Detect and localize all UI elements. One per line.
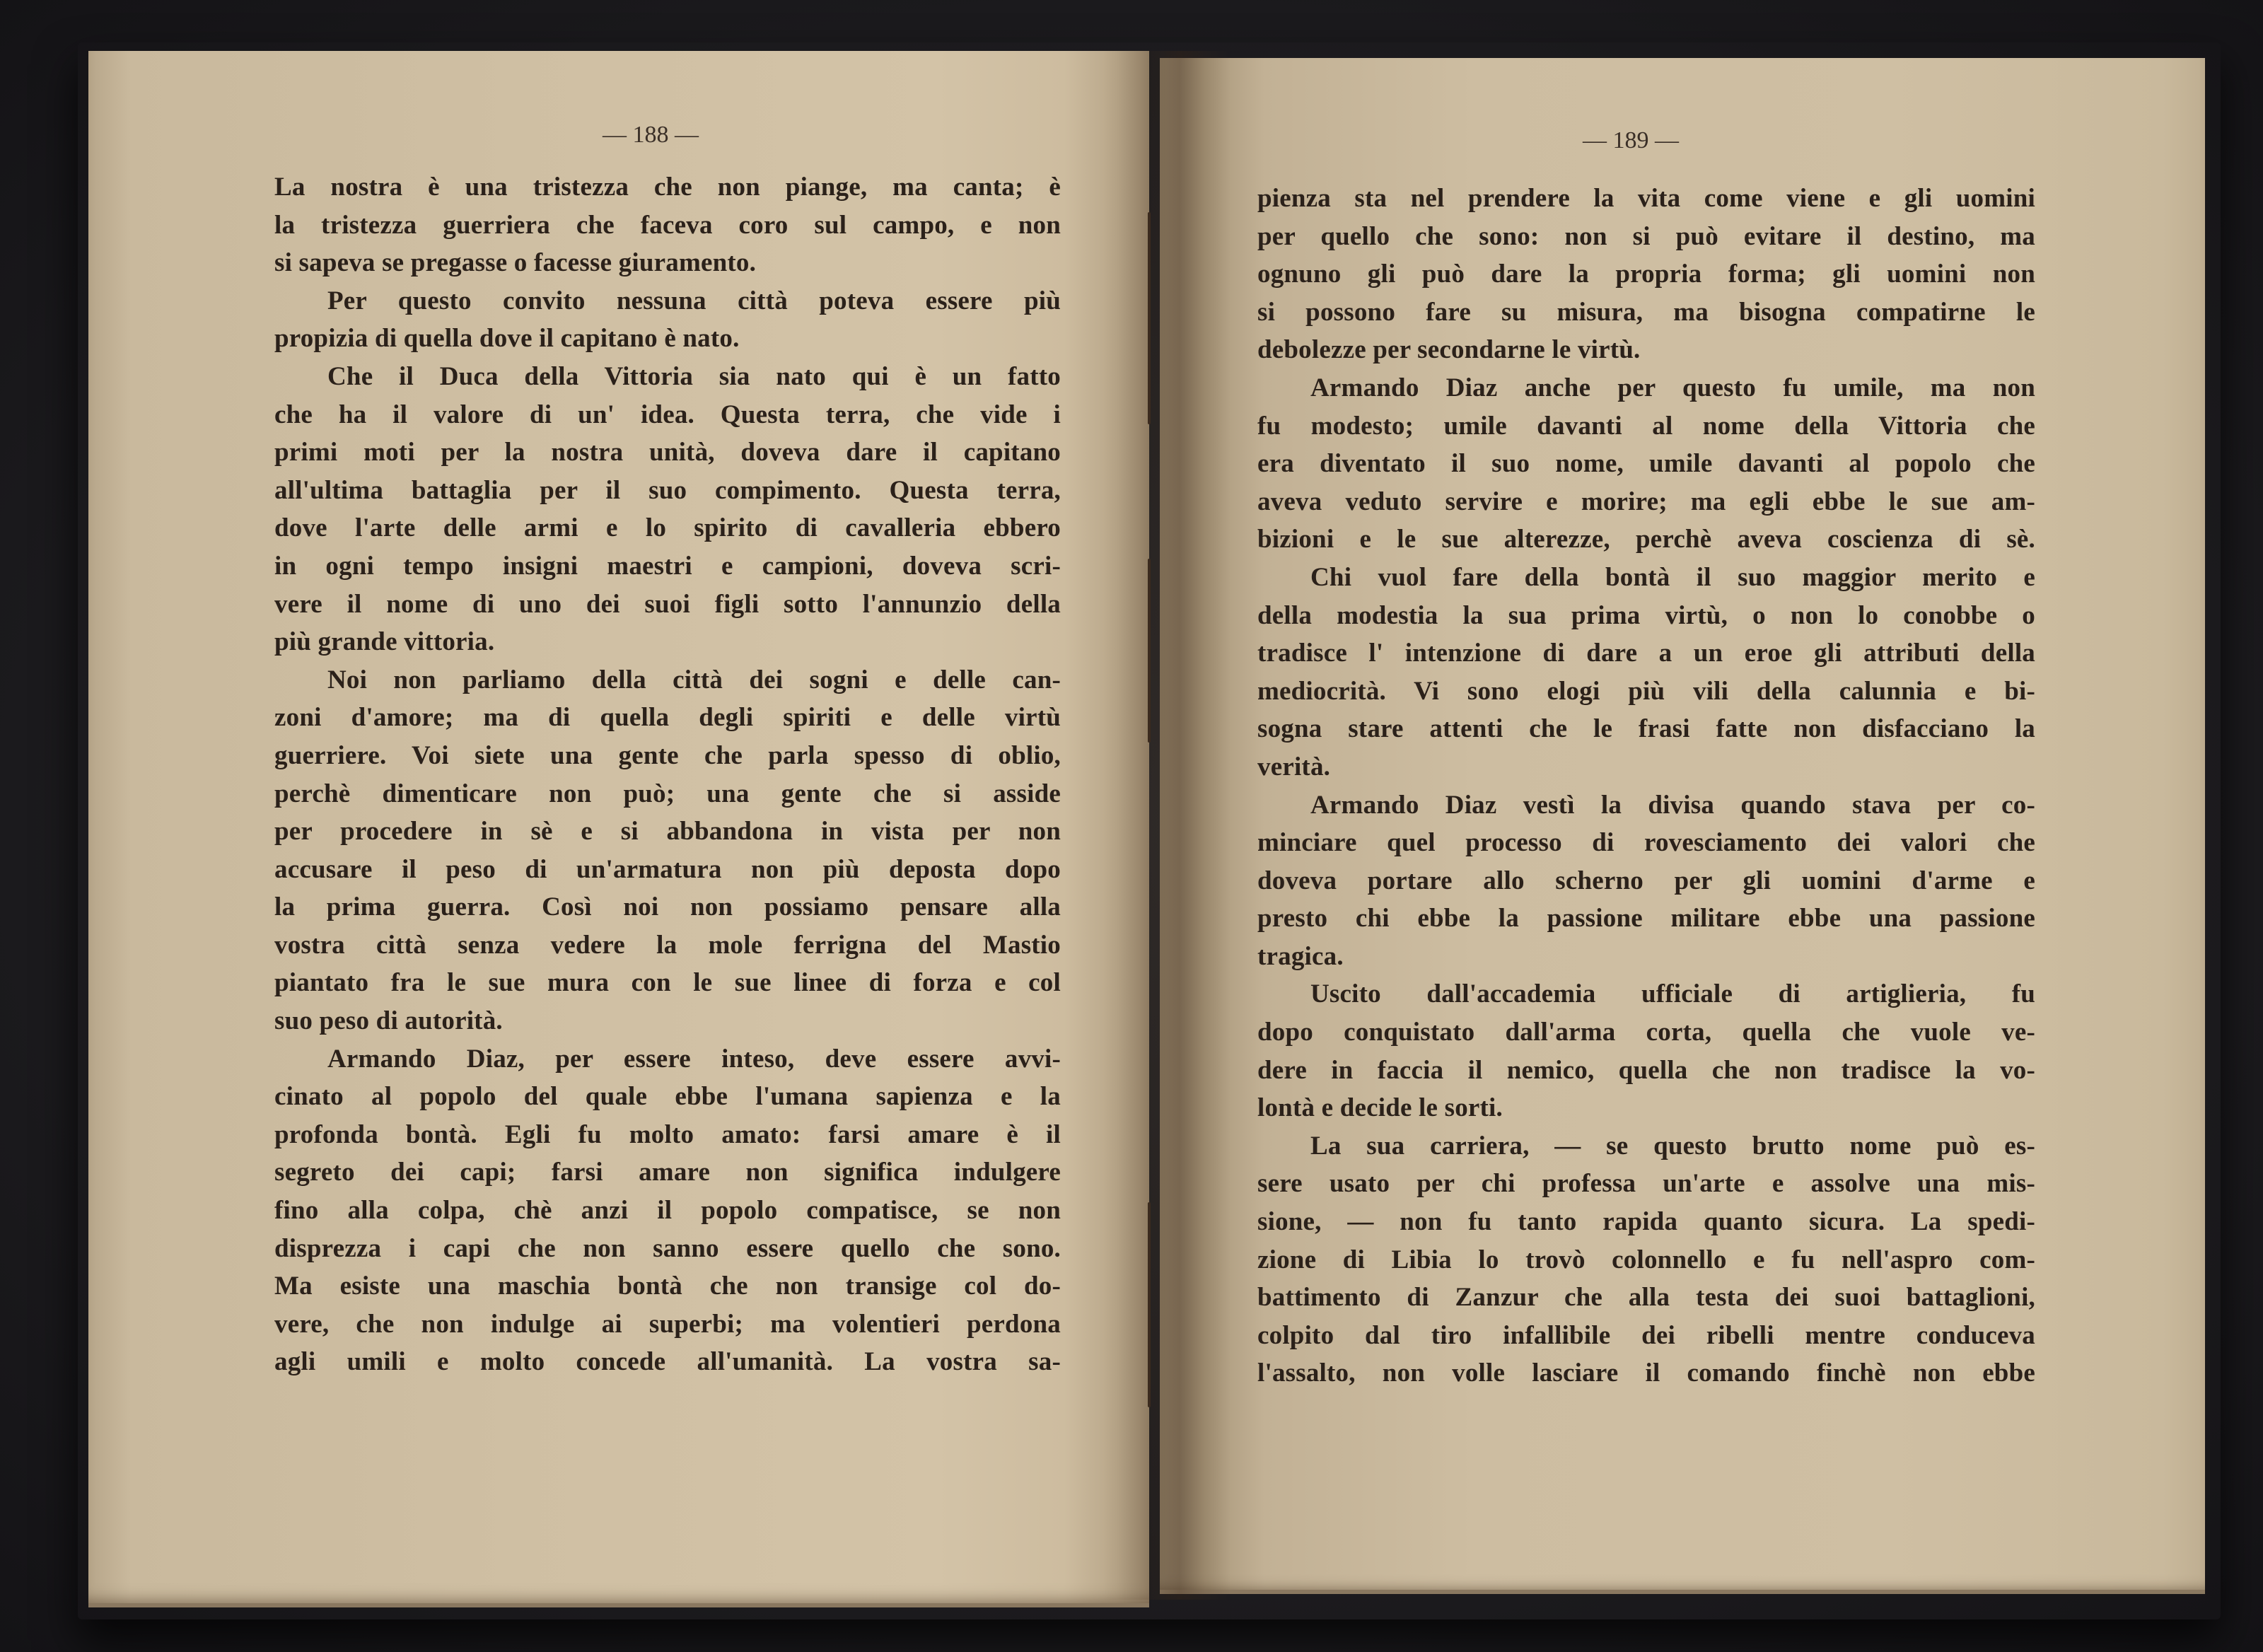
text-line: l'assalto, non volle lasciare il comando finchè non ebbe xyxy=(1257,1359,2035,1388)
text-line: colpito dal tiro infallibile dei ribelli mentre conduceva xyxy=(1257,1320,2035,1350)
text-line: si sapeva se pregasse o facesse giuramento. xyxy=(274,248,757,278)
text-line: si possono fare su misura, ma bisogna compatirne le xyxy=(1257,297,2035,327)
text-line: doveva portare allo scherno per gli uomini d'arme e xyxy=(1257,866,2035,895)
text-line: perchè dimenticare non può; una gente che si asside xyxy=(274,779,1061,808)
text-line: in ogni tempo insigni maestri e campioni, doveva scri- xyxy=(274,551,1061,581)
text-line: sogna stare attenti che le frasi fatte non disfacciano la xyxy=(1257,714,2035,744)
text-line: Armando Diaz, per essere inteso, deve essere avvi- xyxy=(327,1044,1061,1074)
text-line: La sua carriera, — se questo brutto nome può es- xyxy=(1310,1131,2035,1161)
right-page-body-text xyxy=(1257,180,2035,1392)
text-line: la tristezza guerriera che faceva coro sul campo, e non xyxy=(274,210,1061,240)
text-line: guerriere. Voi siete una gente che parla spesso di oblio, xyxy=(274,740,1061,770)
text-line: battimento di Zanzur che alla testa dei suoi battaglioni, xyxy=(1257,1283,2035,1313)
text-line: agli umili e molto concede all'umanità. La vostra sa- xyxy=(274,1347,1061,1377)
text-line: Noi non parliamo della città dei sogni e delle can- xyxy=(327,665,1061,694)
text-line: fino alla colpa, chè anzi il popolo compatisce, se non xyxy=(274,1196,1061,1226)
text-line: tradisce l' intenzione di dare a un eroe gli attributi della xyxy=(1257,639,2035,668)
text-line: verità. xyxy=(1257,752,1331,781)
text-line: Uscito dall'accademia ufficiale di artiglieria, fu xyxy=(1310,979,2035,1009)
text-line: Armando Diaz anche per questo fu umile, ma non xyxy=(1310,373,2035,402)
text-line: Che il Duca della Vittoria sia nato qui è un fatto xyxy=(327,361,1061,391)
gutter-fold-line xyxy=(1148,212,1151,424)
text-line: era diventato il suo nome, umile davanti al popolo che xyxy=(1257,449,2035,479)
text-line: zoni d'amore; ma di quella degli spiriti e delle virtù xyxy=(274,703,1061,733)
text-line: primi moti per la nostra unità, doveva dare il capitano xyxy=(274,438,1061,467)
text-line: zione di Libia lo trovò colonnello e fu nell'aspro com- xyxy=(1257,1245,2035,1274)
text-line: segreto dei capi; farsi amare non significa indulgere xyxy=(274,1158,1061,1187)
text-line: lontà e decide le sorti. xyxy=(1257,1093,1503,1123)
gutter-fold-line xyxy=(1148,1202,1151,1407)
text-line: tragica. xyxy=(1257,941,1344,971)
text-line: ognuno gli può dare la propria forma; gli uomini non xyxy=(1257,260,2035,289)
text-line: Armando Diaz vestì la divisa quando stava per co- xyxy=(1310,790,2035,820)
text-line: aveva veduto servire e morire; ma egli ebbe le sue am- xyxy=(1257,487,2035,516)
text-line: debolezze per secondarne le virtù. xyxy=(1257,335,1641,365)
gutter-fold-line xyxy=(1148,559,1151,743)
text-line: più grande vittoria. xyxy=(274,627,495,657)
text-line: Per questo convito nessuna città poteva essere più xyxy=(327,286,1061,315)
text-line: all'ultima battaglia per il suo compimento. Questa terra, xyxy=(274,475,1061,505)
text-line: dere in faccia il nemico, quella che non tradisce la vo- xyxy=(1257,1055,2035,1085)
text-line: suo peso di autorità. xyxy=(274,1006,503,1036)
text-line: La nostra è una tristezza che non piange, ma canta; è xyxy=(274,173,1061,202)
text-line: accusare il peso di un'armatura non più deposta dopo xyxy=(274,854,1061,884)
text-line: vostra città senza vedere la mole ferrigna del Mastio xyxy=(274,930,1061,960)
text-line: fu modesto; umile davanti al nome della Vittoria che xyxy=(1257,411,2035,441)
text-line: per quello che sono: non si può evitare il destino, ma xyxy=(1257,221,2035,251)
text-line: Ma esiste una maschia bontà che non transige col do- xyxy=(274,1272,1061,1301)
text-line: sione, — non fu tanto rapida quanto sicura. La spedi- xyxy=(1257,1207,2035,1237)
text-line: disprezza i capi che non sanno essere quello che sono. xyxy=(274,1233,1061,1263)
text-line: per procedere in sè e si abbandona in vista per non xyxy=(274,817,1061,847)
text-line: presto chi ebbe la passione militare ebbe una passione xyxy=(1257,904,2035,933)
text-line: mediocrità. Vi sono elogi più vili della calunnia e bi- xyxy=(1257,676,2035,706)
text-line: dopo conquistato dall'arma corta, quella che vuole ve- xyxy=(1257,1018,2035,1047)
text-line: dove l'arte delle armi e lo spirito di cavalleria ebbero xyxy=(274,513,1061,543)
text-line: cinato al popolo del quale ebbe l'umana sapienza e la xyxy=(274,1082,1061,1112)
text-line: la prima guerra. Così noi non possiamo pensare alla xyxy=(274,892,1061,922)
text-line: pienza sta nel prendere la vita come viene e gli uomini xyxy=(1257,184,2035,213)
left-page-body-text xyxy=(274,168,1061,1381)
text-line: Chi vuol fare della bontà il suo maggior merito e xyxy=(1310,562,2035,592)
page-number-left: — 188 — xyxy=(603,122,699,148)
text-line: vere, che non indulge ai superbi; ma volentieri perdona xyxy=(274,1309,1061,1339)
text-line: minciare quel processo di rovesciamento dei valori che xyxy=(1257,828,2035,858)
text-line: piantato fra le sue mura con le sue linee di forza e col xyxy=(274,968,1061,998)
text-line: profonda bontà. Egli fu molto amato: farsi amare è il xyxy=(274,1119,1061,1149)
text-line: sere usato per chi professa un'arte e assolve una mis- xyxy=(1257,1169,2035,1199)
text-line: che ha il valore di un' idea. Questa terra, che vide i xyxy=(274,400,1061,429)
page-number-right: — 189 — xyxy=(1583,127,1679,153)
text-line: propizia di quella dove il capitano è nato. xyxy=(274,324,740,354)
text-line: bizioni e le sue alterezze, perchè aveva coscienza di sè. xyxy=(1257,525,2035,554)
text-line: vere il nome di uno dei suoi figli sotto l'annunzio della xyxy=(274,589,1061,619)
text-line: della modestia la sua prima virtù, o non lo conobbe o xyxy=(1257,600,2035,630)
